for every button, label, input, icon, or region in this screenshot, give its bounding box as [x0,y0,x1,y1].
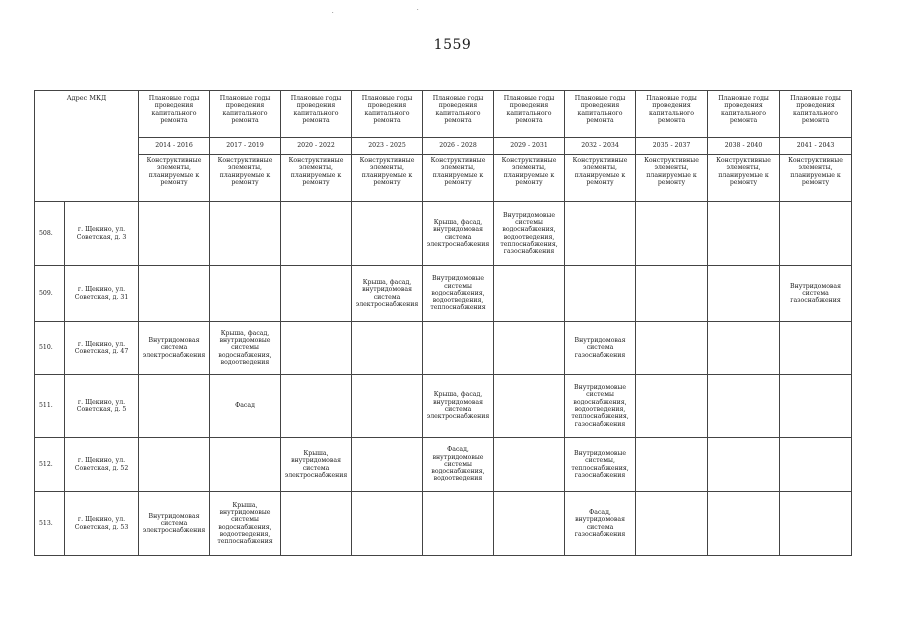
repair-works-cell [636,322,708,375]
repair-works-cell [494,492,565,556]
repair-works-cell [352,322,423,375]
repair-works-cell [708,375,780,438]
repair-works-cell [139,266,210,322]
repair-works-cell [636,202,708,266]
repair-works-cell [708,202,780,266]
repair-works-cell: Крыша, фасад, внутридомовые системы водоснабжения, водоотведения [210,322,281,375]
building-address: г. Щекино, ул. Советская, д. 47 [65,322,139,375]
period-years-header: 2014 - 2016 [139,138,210,155]
repair-works-cell [636,492,708,556]
period-years-header: 2035 - 2037 [636,138,708,155]
period-subtitle-header: Конструктивные элементы, планируемые к ремонту [708,155,780,202]
building-address: г. Щекино, ул. Советская, д. 53 [65,492,139,556]
repair-works-cell [210,438,281,492]
repair-works-cell [281,202,352,266]
repair-works-cell [139,375,210,438]
table-row [35,438,852,492]
repair-works-cell [494,322,565,375]
repair-works-cell [780,322,852,375]
table-row [35,322,852,375]
repair-works-cell: Внутридомовая система электроснабжения [139,492,210,556]
repair-works-cell [281,375,352,438]
period-title-header: Плановые годы проведения капитального ремонта [708,91,780,138]
row-number: 511. [35,375,65,438]
repair-works-cell [780,492,852,556]
repair-works-cell: Крыша, фасад, внутридомовая система электроснабжения [423,202,494,266]
repair-works-cell: Крыша, фасад, внутридомовая система электроснабжения [352,266,423,322]
period-title-header: Плановые годы проведения капитального ремонта [636,91,708,138]
period-subtitle-header: Конструктивные элементы, планируемые к ремонту [281,155,352,202]
header-row-subtitles [35,155,852,202]
table-row [35,492,852,556]
repair-works-cell: Внутридомовые системы водоснабжения, водоотведения, теплоснабжения, газоснабжения [494,202,565,266]
repair-works-cell [708,322,780,375]
repair-works-cell [708,492,780,556]
repair-works-cell [352,492,423,556]
period-years-header: 2026 - 2028 [423,138,494,155]
row-number: 513. [35,492,65,556]
repair-works-cell [352,375,423,438]
repair-works-cell: Крыша, внутридомовая система электроснабжения [281,438,352,492]
repair-works-cell [494,266,565,322]
header-row-titles [35,91,852,138]
period-title-header: Плановые годы проведения капитального ремонта [210,91,281,138]
repair-works-cell: Внутридомовая система электроснабжения [139,322,210,375]
period-subtitle-header: Конструктивные элементы, планируемые к ремонту [139,155,210,202]
repair-works-cell [210,266,281,322]
repair-works-cell [352,438,423,492]
repair-works-cell [139,202,210,266]
period-title-header: Плановые годы проведения капитального ремонта [494,91,565,138]
period-years-header: 2029 - 2031 [494,138,565,155]
repair-works-cell: Крыша, фасад, внутридомовая система электроснабжения [423,375,494,438]
table-row [35,266,852,322]
table-row [35,202,852,266]
period-years-header: 2023 - 2025 [352,138,423,155]
repair-works-cell [565,266,636,322]
period-title-header: Плановые годы проведения капитального ремонта [780,91,852,138]
repair-works-cell: Внутридомовая система газоснабжения [565,322,636,375]
period-title-header: Плановые годы проведения капитального ремонта [565,91,636,138]
repair-works-cell: Крыша, внутридомовые системы водоснабжения, водоотведения, теплоснабжения [210,492,281,556]
repair-works-cell: Фасад [210,375,281,438]
row-number: 509. [35,266,65,322]
repair-works-cell [352,202,423,266]
period-years-header: 2038 - 2040 [708,138,780,155]
repair-works-cell [780,375,852,438]
repair-works-cell [281,322,352,375]
repair-works-cell [708,438,780,492]
repair-works-cell [494,375,565,438]
repair-works-cell: Внутридомовые системы водоснабжения, водоотведения, теплоснабжения, газоснабжения [565,375,636,438]
building-address: г. Щекино, ул. Советская, д. 31 [65,266,139,322]
repair-works-cell [636,266,708,322]
repair-works-cell [281,266,352,322]
table-body [35,202,852,556]
table-row [35,375,852,438]
building-address: г. Щекино, ул. Советская, д. 3 [65,202,139,266]
row-number: 510. [35,322,65,375]
repair-works-cell [636,375,708,438]
repair-works-cell: Внутридомовая система газоснабжения [780,266,852,322]
period-subtitle-header: Конструктивные элементы, планируемые к ремонту [423,155,494,202]
repair-works-cell: Фасад, внутридомовая система газоснабжения [565,492,636,556]
period-years-header: 2041 - 2043 [780,138,852,155]
period-years-header: 2020 - 2022 [281,138,352,155]
period-title-header: Плановые годы проведения капитального ремонта [139,91,210,138]
period-years-header: 2032 - 2034 [565,138,636,155]
building-address: г. Щекино, ул. Советская, д. 52 [65,438,139,492]
repair-works-cell [210,202,281,266]
header-row-years [35,138,852,155]
repair-works-cell [780,202,852,266]
period-title-header: Плановые годы проведения капитального ремонта [281,91,352,138]
address-column-header: Адрес МКД [35,91,139,202]
scan-mark: ˙ [331,12,335,20]
period-subtitle-header: Конструктивные элементы, планируемые к ремонту [780,155,852,202]
repair-works-cell [423,322,494,375]
building-address: г. Щекино, ул. Советская, д. 5 [65,375,139,438]
repair-works-cell [494,438,565,492]
row-number: 512. [35,438,65,492]
repair-works-cell: Фасад, внутридомовые системы водоснабжения, водоотведения [423,438,494,492]
scan-mark: ˙ [416,9,420,17]
repair-works-cell [565,202,636,266]
repair-works-cell: Внутридомовые системы, теплоснабжения, газоснабжения [565,438,636,492]
period-title-header: Плановые годы проведения капитального ремонта [423,91,494,138]
period-subtitle-header: Конструктивные элементы, планируемые к ремонту [636,155,708,202]
row-number: 508. [35,202,65,266]
repair-works-cell [139,438,210,492]
period-years-header: 2017 - 2019 [210,138,281,155]
period-subtitle-header: Конструктивные элементы, планируемые к ремонту [494,155,565,202]
period-subtitle-header: Конструктивные элементы, планируемые к ремонту [210,155,281,202]
page-number: 1559 [433,37,472,53]
repair-works-cell [708,266,780,322]
repair-works-cell [780,438,852,492]
repair-works-cell [423,492,494,556]
capital-repair-schedule-table [34,90,852,556]
repair-works-cell: Внутридомовые системы водоснабжения, водоотведения, теплоснабжения [423,266,494,322]
repair-works-cell [281,492,352,556]
period-title-header: Плановые годы проведения капитального ремонта [352,91,423,138]
period-subtitle-header: Конструктивные элементы, планируемые к ремонту [565,155,636,202]
period-subtitle-header: Конструктивные элементы, планируемые к ремонту [352,155,423,202]
repair-works-cell [636,438,708,492]
